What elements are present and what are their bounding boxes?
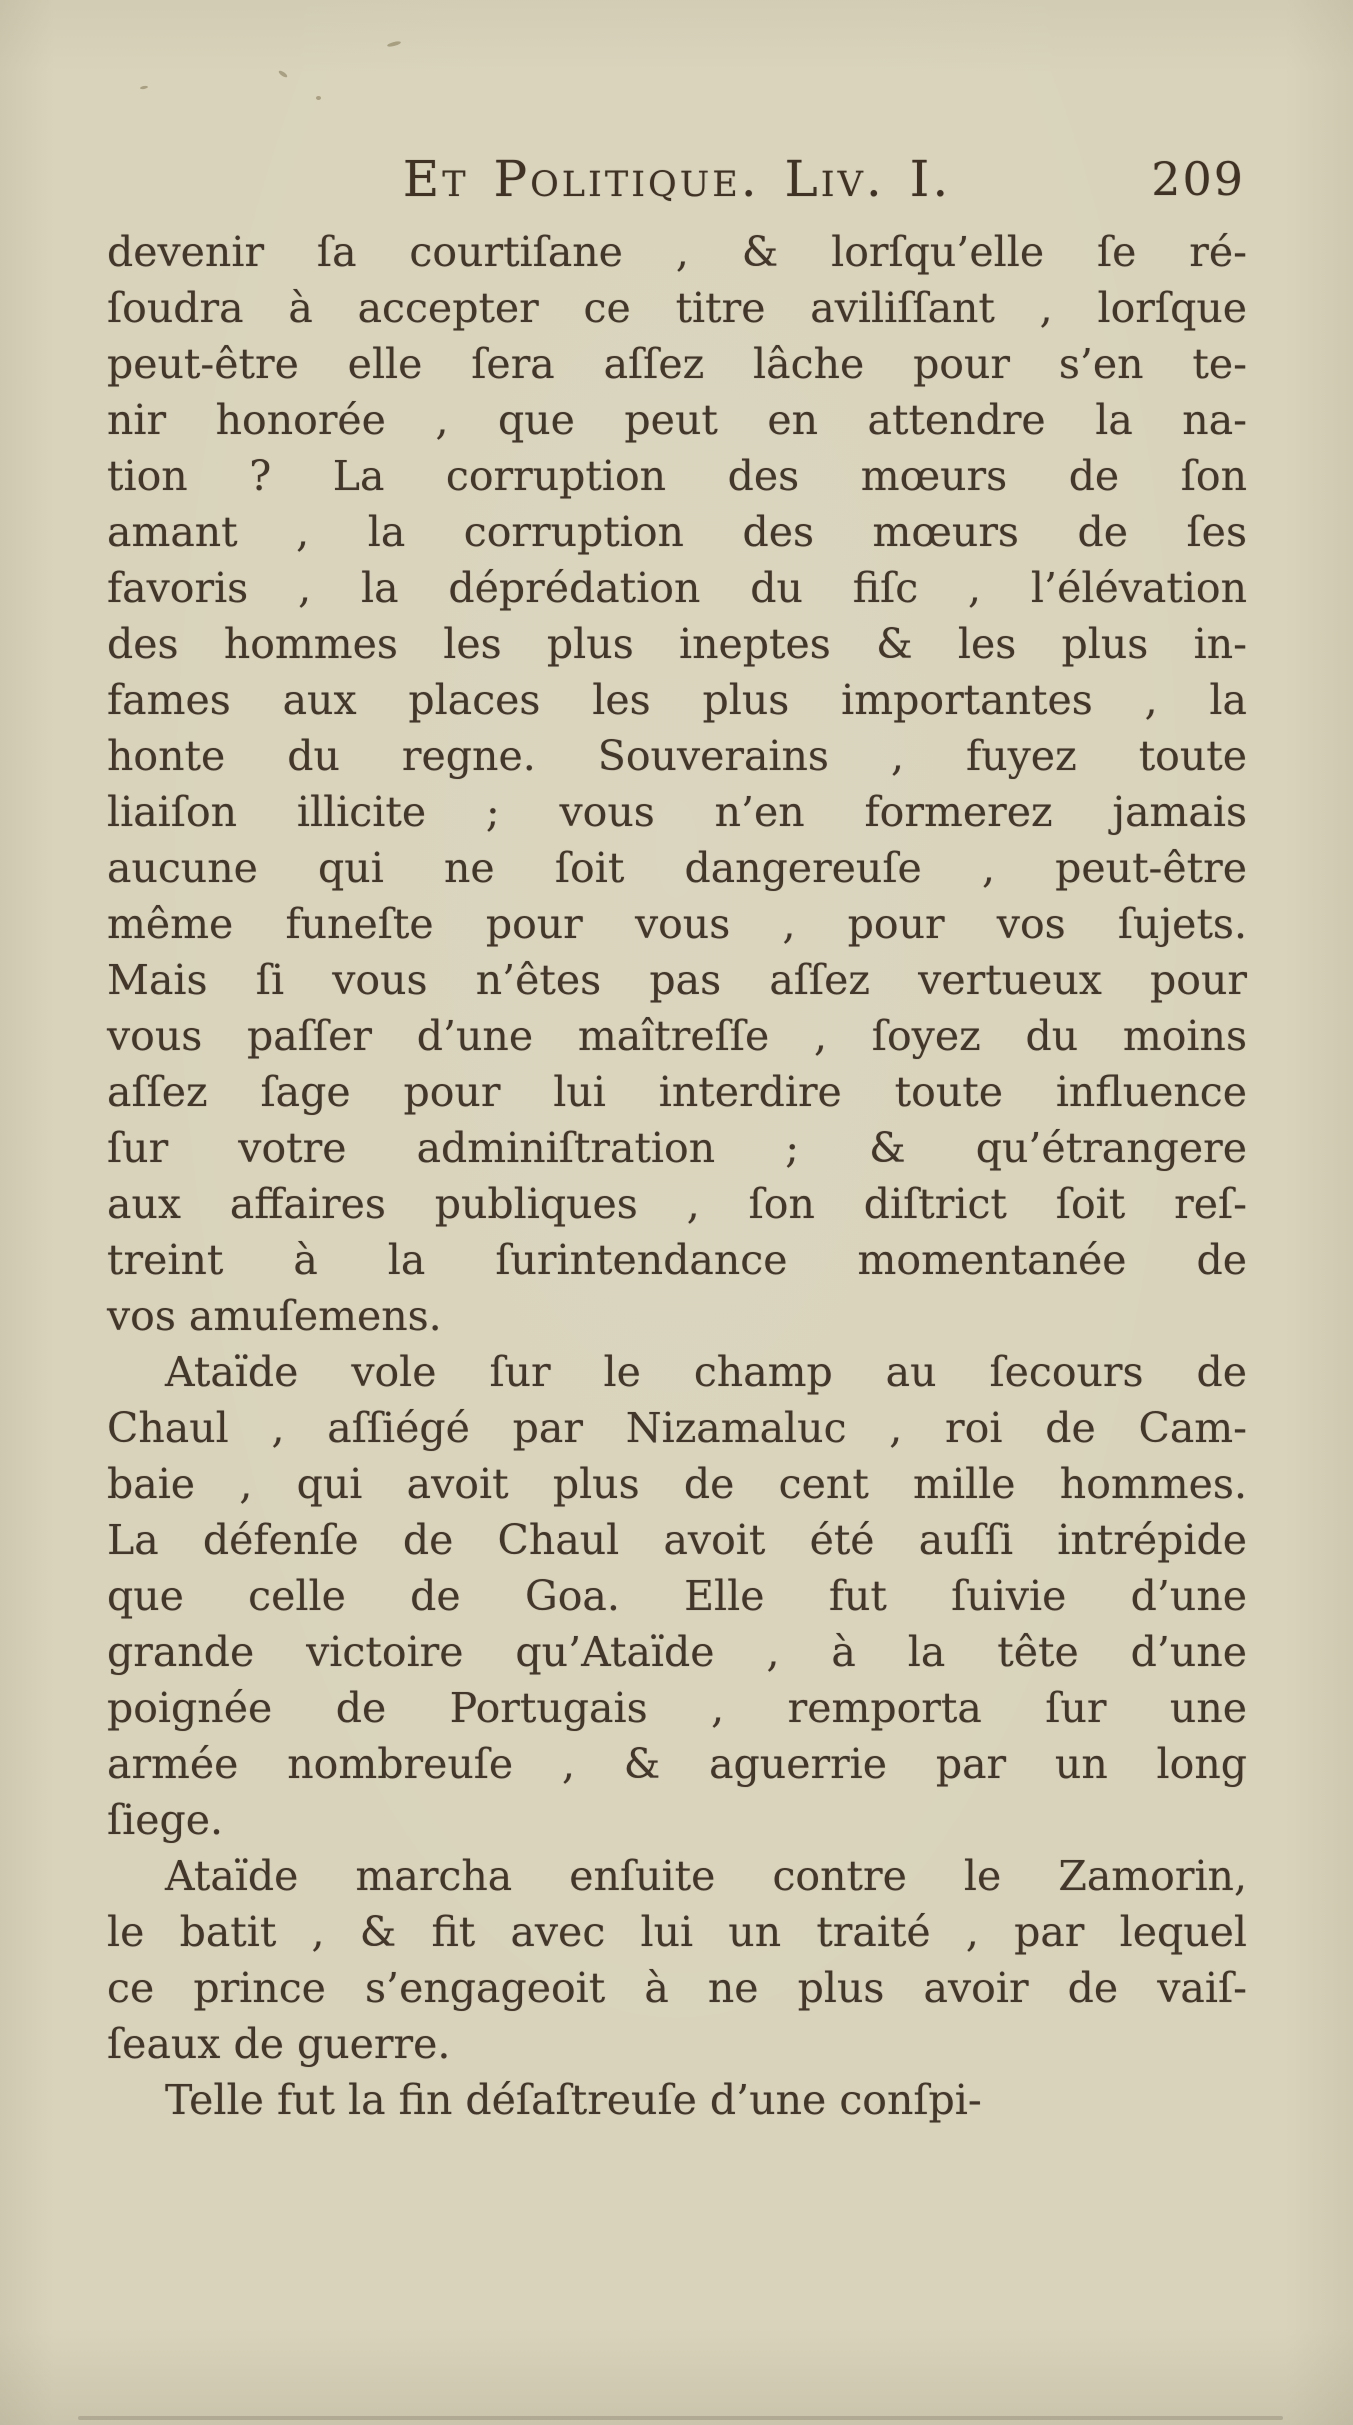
- running-head-title: Et Politique. Liv. I.: [402, 150, 952, 208]
- text-line: ſeaux de guerre.: [107, 2020, 451, 2068]
- text-line: Chaul , aſſiégé par Nizamaluc , roi de Cam-: [107, 1404, 1247, 1452]
- text-line: ſiege.: [107, 1796, 224, 1844]
- text-line: le batit , & fit avec lui un traité , par lequel: [107, 1908, 1247, 1956]
- text-line: aucune qui ne ſoit dangereuſe , peut-être: [107, 844, 1247, 892]
- text-line: vos amuſemens.: [107, 1292, 442, 1340]
- body-text-column: [107, 224, 1247, 2128]
- text-line: aux affaires publiques , ſon diſtrict ſoit reſ-: [107, 1180, 1247, 1228]
- text-line: honte du regne. Souverains , fuyez toute: [107, 732, 1247, 780]
- text-line: grande victoire qu’Ataïde , à la tête d’une: [107, 1628, 1247, 1676]
- text-line: nir honorée , que peut en attendre la na-: [107, 396, 1247, 444]
- text-line: aſſez ſage pour lui interdire toute influence: [107, 1068, 1247, 1116]
- text-line: baie , qui avoit plus de cent mille hommes.: [107, 1460, 1247, 1508]
- text-line: treint à la ſurintendance momentanée de: [107, 1236, 1247, 1284]
- text-line: Telle fut la fin déſaſtreuſe d’une conſpi-: [165, 2076, 982, 2124]
- text-line: ſur votre adminiſtration ; & qu’étrangere: [107, 1124, 1247, 1172]
- text-line: amant , la corruption des mœurs de ſes: [107, 508, 1247, 556]
- text-line: Ataïde marcha enſuite contre le Zamorin,: [165, 1852, 1247, 1900]
- text-line: ce prince s’engageoit à ne plus avoir de vaiſ-: [107, 1964, 1247, 2012]
- text-line: Ataïde vole ſur le champ au ſecours de: [165, 1348, 1247, 1396]
- paper-speck: [278, 69, 288, 78]
- text-line: vous paſſer d’une maîtreſſe , ſoyez du moins: [107, 1012, 1247, 1060]
- text-line: Mais ſi vous n’êtes pas aſſez vertueux pour: [107, 956, 1247, 1004]
- text-line: poignée de Portugais , remporta ſur une: [107, 1684, 1247, 1732]
- paper-speck: [316, 96, 321, 100]
- text-line: peut-être elle ſera aſſez lâche pour s’en te-: [107, 340, 1247, 388]
- paper-speck: [140, 85, 148, 89]
- text-line: des hommes les plus ineptes & les plus in-: [107, 620, 1247, 668]
- text-line: favoris , la déprédation du fiſc , l’élévation: [107, 564, 1247, 612]
- text-line: ſoudra à accepter ce titre aviliſſant , lorſque: [107, 284, 1247, 332]
- text-line: tion ? La corruption des mœurs de ſon: [107, 452, 1247, 500]
- paper-speck: [387, 40, 402, 47]
- text-line: armée nombreuſe , & aguerrie par un long: [107, 1740, 1247, 1788]
- text-line: même funeſte pour vous , pour vos ſujets.: [107, 900, 1247, 948]
- text-line: La défenſe de Chaul avoit été auſſi intrépide: [107, 1516, 1247, 1564]
- page-number: 209: [1151, 152, 1245, 206]
- text-line: que celle de Goa. Elle fut ſuivie d’une: [107, 1572, 1247, 1620]
- text-line: liaiſon illicite ; vous n’en formerez jamais: [107, 788, 1247, 836]
- scan-edge-shadow: [78, 2416, 1283, 2420]
- running-head: [107, 150, 1247, 214]
- text-line: fames aux places les plus importantes , la: [107, 676, 1247, 724]
- text-line: devenir ſa courtiſane , & lorſqu’elle ſe ré-: [107, 228, 1247, 276]
